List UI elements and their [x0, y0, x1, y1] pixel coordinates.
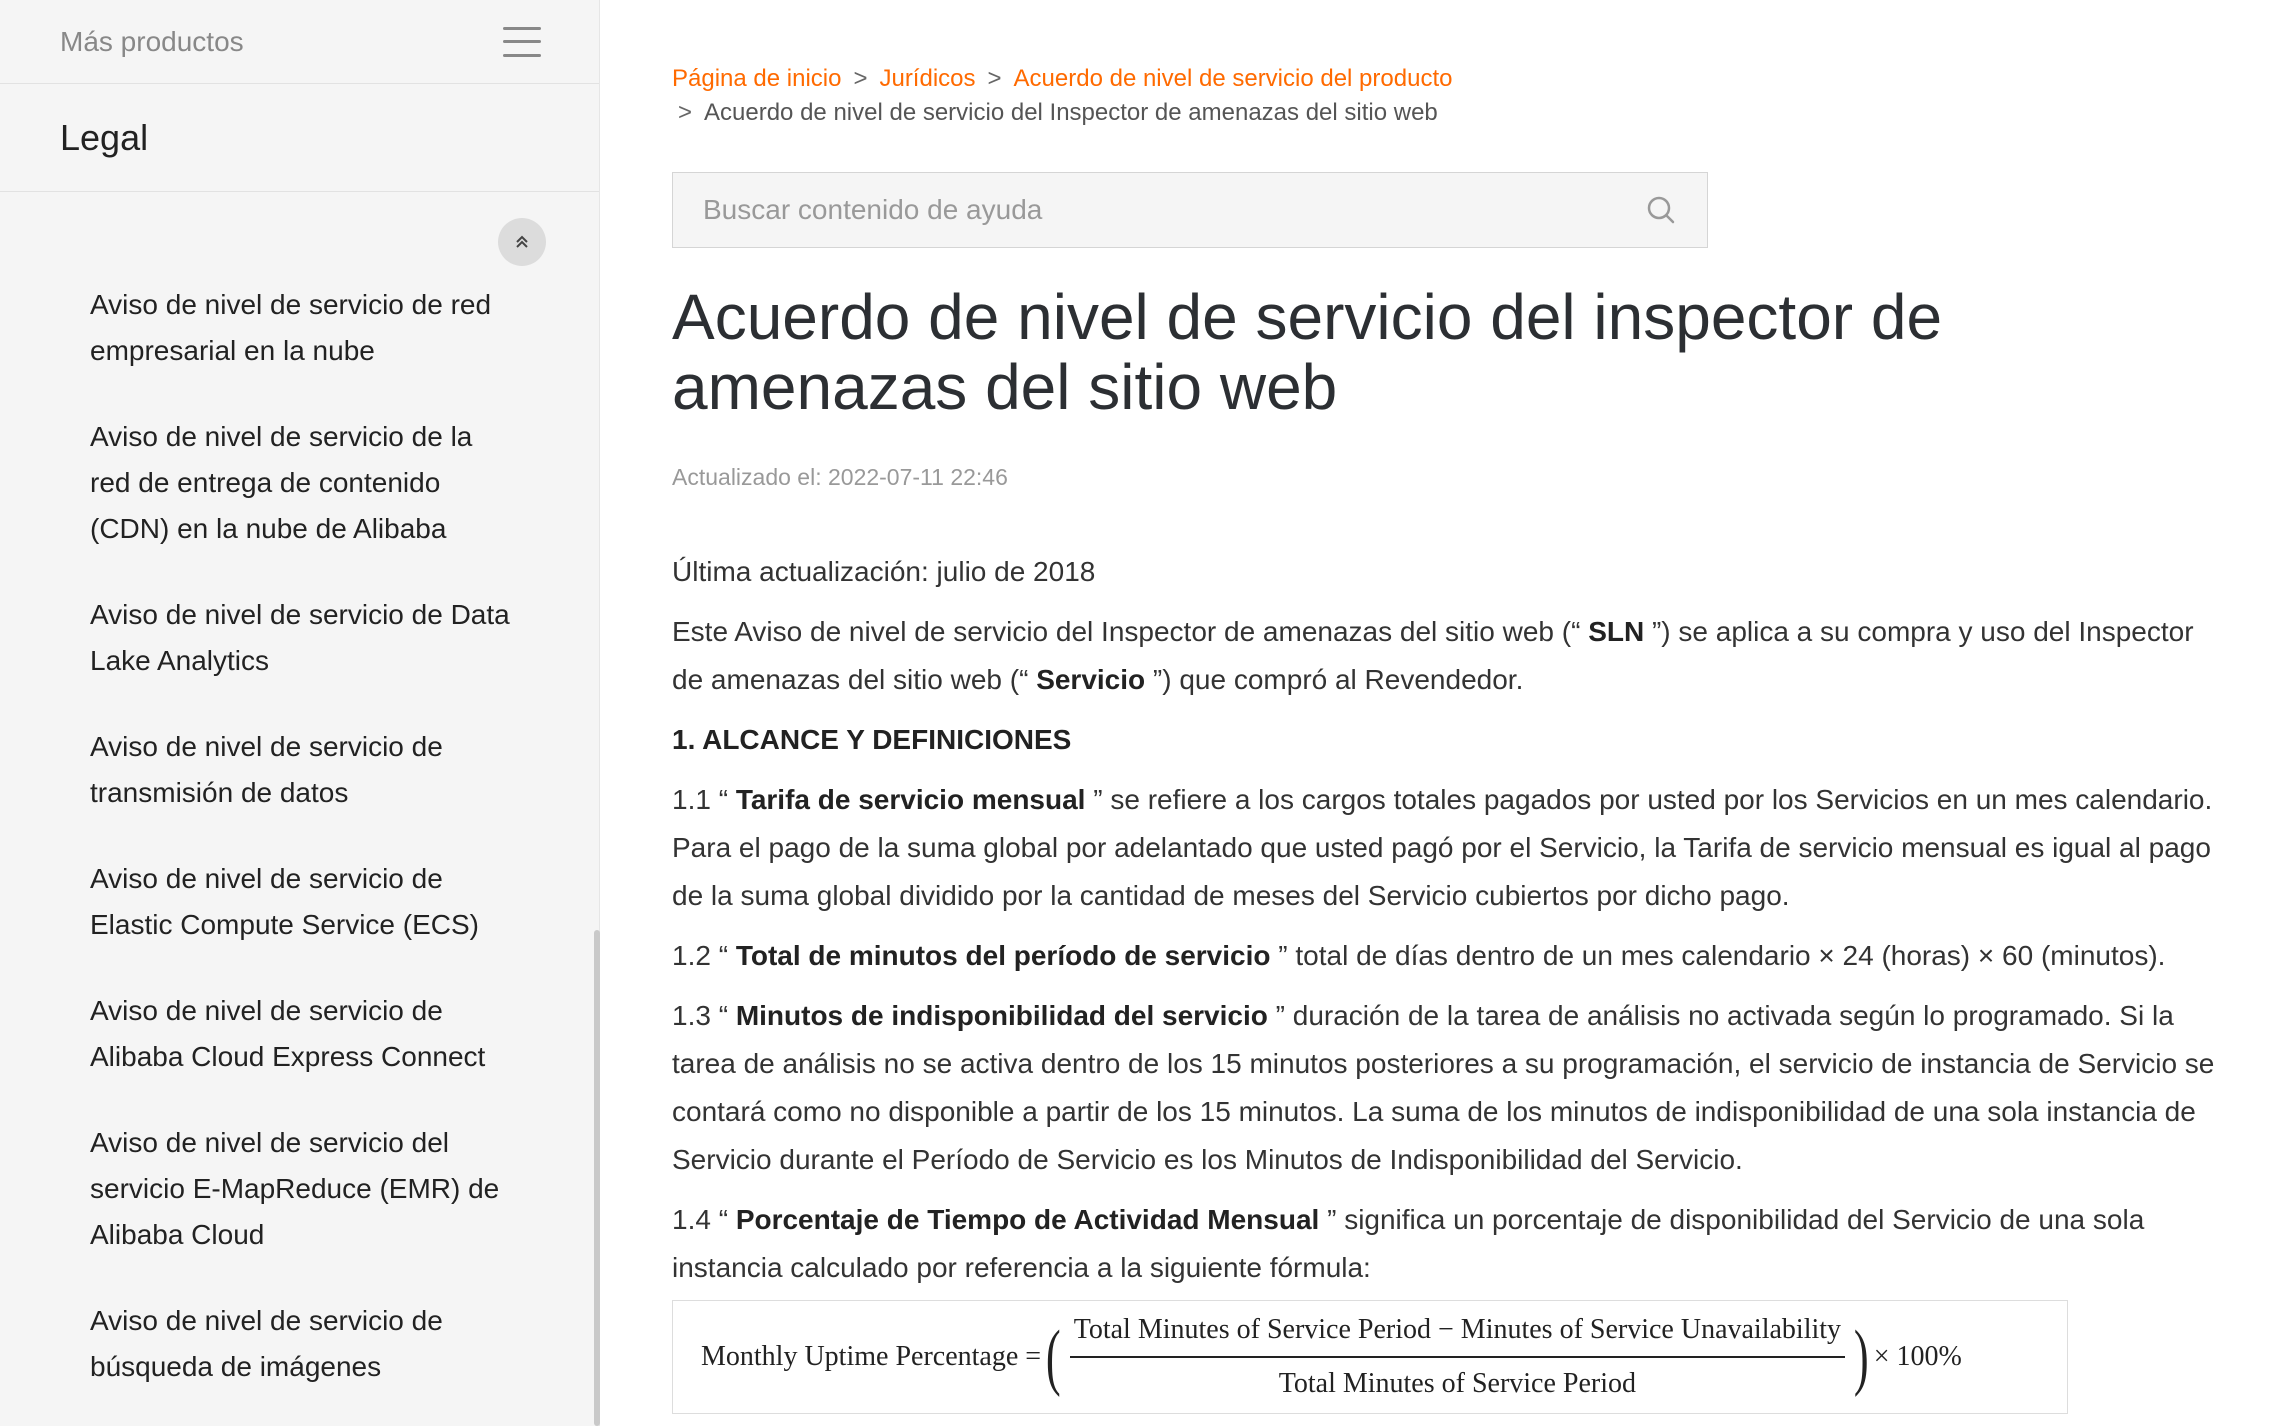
formula-denominator: Total Minutes of Service Period — [1278, 1368, 1637, 1399]
uptime-formula-image: Monthly Uptime Percentage = ( Total Minutes of Service Period − Minutes of Service Unavailability Total Minutes of Service Period ) × 100% — [672, 1300, 2068, 1414]
last-update-text: Última actualización: julio de 2018 — [672, 556, 1096, 587]
formula-rhs: × 100% — [1873, 1341, 1962, 1372]
definition-1-3: 1.3 “ Minutos de indisponibilidad del servicio ” duración de la tarea de análisis no activada según lo programado. Si la tarea de análisis no se activa dentro de los 15 minutos posteriores a su programación, el servicio de instancia de Servicio se contará como no disponible a partir de los 15 minutos. La suma de los minutos de indisponibilidad de una sola instancia de Servicio durante el Período de Servicio es los Minutos de Indisponibilidad del Servicio. — [672, 1000, 2215, 1175]
breadcrumb-current: Acuerdo de nivel de servicio del Inspector de amenazas del sitio web — [704, 99, 1438, 126]
sidebar-item-cdn[interactable]: Aviso de nivel de servicio de la red de entrega de contenido (CDN) en la nube de Alibaba — [90, 421, 473, 544]
definition-1-1: 1.1 “ Tarifa de servicio mensual ” se refiere a los cargos totales pagados por usted por los Servicios en un mes calendario. Para el pago de la suma global por adelantado que usted pagó por el Servicio, la Tarifa de servicio mensual es igual al pago de la suma global dividido por la cantidad de meses del Servicio cubiertos por dicho pago. — [672, 784, 2213, 911]
section-heading: 1. ALCANCE Y DEFINICIONES — [672, 724, 1072, 755]
sidebar-item-data-transmission[interactable]: Aviso de nivel de servicio de transmisión de datos — [90, 731, 443, 808]
hamburger-menu-icon[interactable] — [503, 27, 541, 57]
sidebar — [0, 0, 600, 1426]
sidebar-section-legal[interactable] — [0, 84, 599, 192]
double-chevron-up-icon — [513, 233, 531, 251]
breadcrumb-sla[interactable]: Acuerdo de nivel de servicio del producto — [1013, 65, 1453, 92]
more-products-link[interactable]: Más productos — [60, 25, 244, 57]
sidebar-item-data-lake-analytics[interactable]: Aviso de nivel de servicio de Data Lake Analytics — [90, 599, 510, 676]
search-input[interactable] — [703, 194, 1645, 226]
formula-fraction — [1070, 1306, 1845, 1408]
sidebar-item-emr[interactable]: Aviso de nivel de servicio del servicio E-MapReduce (EMR) de Alibaba Cloud — [90, 1127, 500, 1250]
sidebar-item-cloud-enterprise-network[interactable]: Aviso de nivel de servicio de red empresarial en la nube — [90, 289, 492, 366]
sidebar-section-title: Legal — [60, 116, 149, 158]
search-icon[interactable] — [1645, 194, 1677, 226]
search-bar — [672, 172, 1708, 248]
breadcrumb-separator: > — [987, 65, 1002, 92]
sidebar-header — [0, 0, 599, 84]
breadcrumb-separator: > — [853, 65, 868, 92]
page-title: Acuerdo de nivel de servicio del inspector de amenazas del sitio web — [672, 281, 1943, 423]
collapse-up-button[interactable] — [498, 218, 546, 266]
breadcrumb-separator: > — [678, 99, 693, 126]
definition-1-2: 1.2 “ Total de minutos del período de servicio ” total de días dentro de un mes calendario × 24 (horas) × 60 (minutos). — [672, 940, 2166, 971]
breadcrumb — [672, 62, 1872, 130]
formula-numerator: Total Minutes of Service Period − Minutes of Service Unavailability — [1070, 1306, 1845, 1358]
breadcrumb-home[interactable]: Página de inicio — [672, 65, 842, 92]
breadcrumb-legal[interactable]: Jurídicos — [879, 65, 976, 92]
sidebar-scrollbar[interactable] — [594, 930, 600, 1426]
definition-1-4: 1.4 “ Porcentaje de Tiempo de Actividad Mensual ” significa un porcentaje de disponibilidad del Servicio de una sola instancia calculado por referencia a la siguiente fórmula: — [672, 1204, 2145, 1283]
sidebar-list — [0, 282, 590, 1426]
intro-paragraph: Este Aviso de nivel de servicio del Inspector de amenazas del sitio web (“ SLN ”) se aplica a su compra y uso del Inspector de amenazas del sitio web (“ Servicio ”) que compró al Revendedor. — [672, 616, 2194, 695]
updated-timestamp: Actualizado el: 2022-07-11 22:46 — [672, 464, 1008, 490]
sidebar-item-image-search[interactable]: Aviso de nivel de servicio de búsqueda de imágenes — [90, 1305, 443, 1382]
sidebar-item-express-connect[interactable]: Aviso de nivel de servicio de Alibaba Cloud Express Connect — [90, 995, 486, 1072]
sidebar-item-ecs[interactable]: Aviso de nivel de servicio de Elastic Compute Service (ECS) — [90, 863, 480, 940]
formula-lhs: Monthly Uptime Percentage = — [701, 1341, 1042, 1372]
article-body — [672, 548, 2228, 1414]
